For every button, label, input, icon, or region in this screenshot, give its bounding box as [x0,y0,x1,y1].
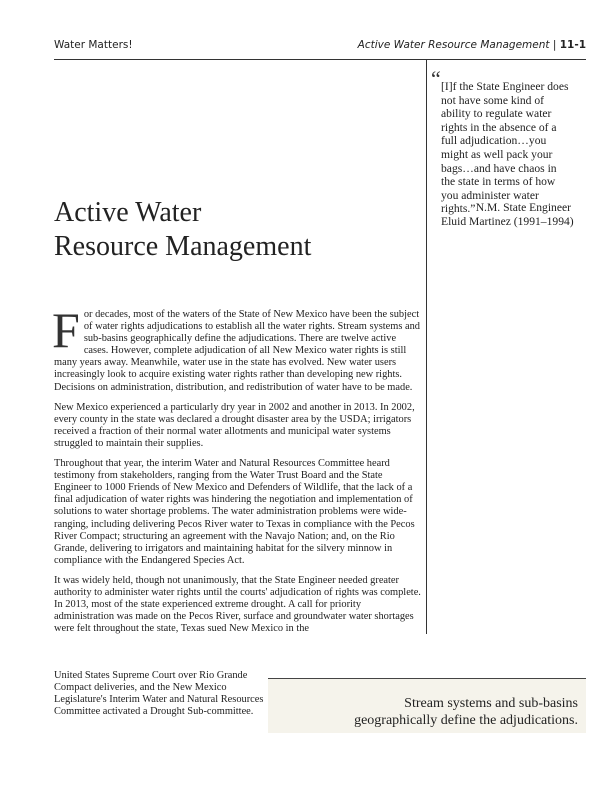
page-header [54,39,586,55]
sidebar-rule [426,60,427,634]
callout-box [268,678,586,733]
paragraph-1 [52,302,422,394]
callout-line-2: geographically define the adjudications. [354,713,578,728]
paragraph-3: Throughout that year, the interim Water and Natural Resources Committee heard testimony from stakeholders, ranging from the Water Trust Board and the State Engineer to 1000 Friends of New Mexico and Defenders of Wildlife, that the lack of a final adjudication of water rights was hindering the negotiation and implementation of solutions to water shortage problems. The water administration problems were wide-ranging, including delivering Pecos River water to Texas in compliance with the Pecos River Compact; structuring an agreement with the Navajo Nation; and, on the Rio Grande, delivering to irrigators and maintaining habitat for the silvery minnow in compliance with the Endangered Species Act. [54,458,415,566]
header-chapter [358,39,586,51]
title-line-2: Resource Management [54,231,312,262]
paragraph-2: New Mexico experienced a particularly dry year in 2002 and another in 2013. In 2002, every county in the state was declared a drought disaster area by the USDA; irrigators received a fraction of their normal water allotments and municipal water systems struggled to maintain their supplies. [54,401,415,449]
pull-quote: [I]f the State Engineer does not have some kind of ability to regulate water rights in the absence of a full adjudication…you might as well pack your bags…and have chaos in the state in terms of how you administer water rights.” [441,80,569,216]
header-page-number: 11-1 [559,39,586,51]
attribution-role: N.M. State Engineer [475,201,571,214]
attribution-name: Eluid Martinez (1991–1994) [441,214,574,228]
header-chapter-title: Active Water Resource Management [357,39,550,51]
paragraph-1-text: or decades, most of the waters of the State of New Mexico have been the subject of water rights adjudications to establish all the water rights. Stream systems and sub-basins geographically define the adjudications. There are twelve active cases. However, complete adjudication of all New Mexico water rights is still many years away. Meanwhile, water use in the state has evolved. New water users increasingly look to acquire existing water rights rather than developing new rights. Decisions on administration, distribution, and redistribution of water have to be made. [54,309,420,393]
paragraph-4-continued: United States Supreme Court over Rio Grande Compact deliveries, and the New Mexico Legislature's Interim Water and Natural Resources Committee activated a Drought Sub-committee. [54,670,264,718]
title-line-1: Active Water [54,197,202,228]
paragraph-4: It was widely held, though not unanimously, that the State Engineer needed greater authority to administer water rights until the courts' adjudication of rights was complete. In 2013, most of the state experienced extreme drought. A call for priority administration was made on the Pecos River, surface and groundwater water shortages were felt throughout the state, Texas sued New Mexico in the [54,574,421,635]
quote-attribution [441,201,574,228]
header-rule [54,59,586,60]
callout-line-1: Stream systems and sub-basins [404,696,578,711]
page-title [54,196,311,264]
header-separator: | [549,39,560,51]
quote-mark: “ [431,66,441,91]
drop-cap: F [52,302,80,358]
body-text [52,302,422,635]
header-publication: Water Matters! [54,39,133,51]
callout-text [268,695,578,729]
